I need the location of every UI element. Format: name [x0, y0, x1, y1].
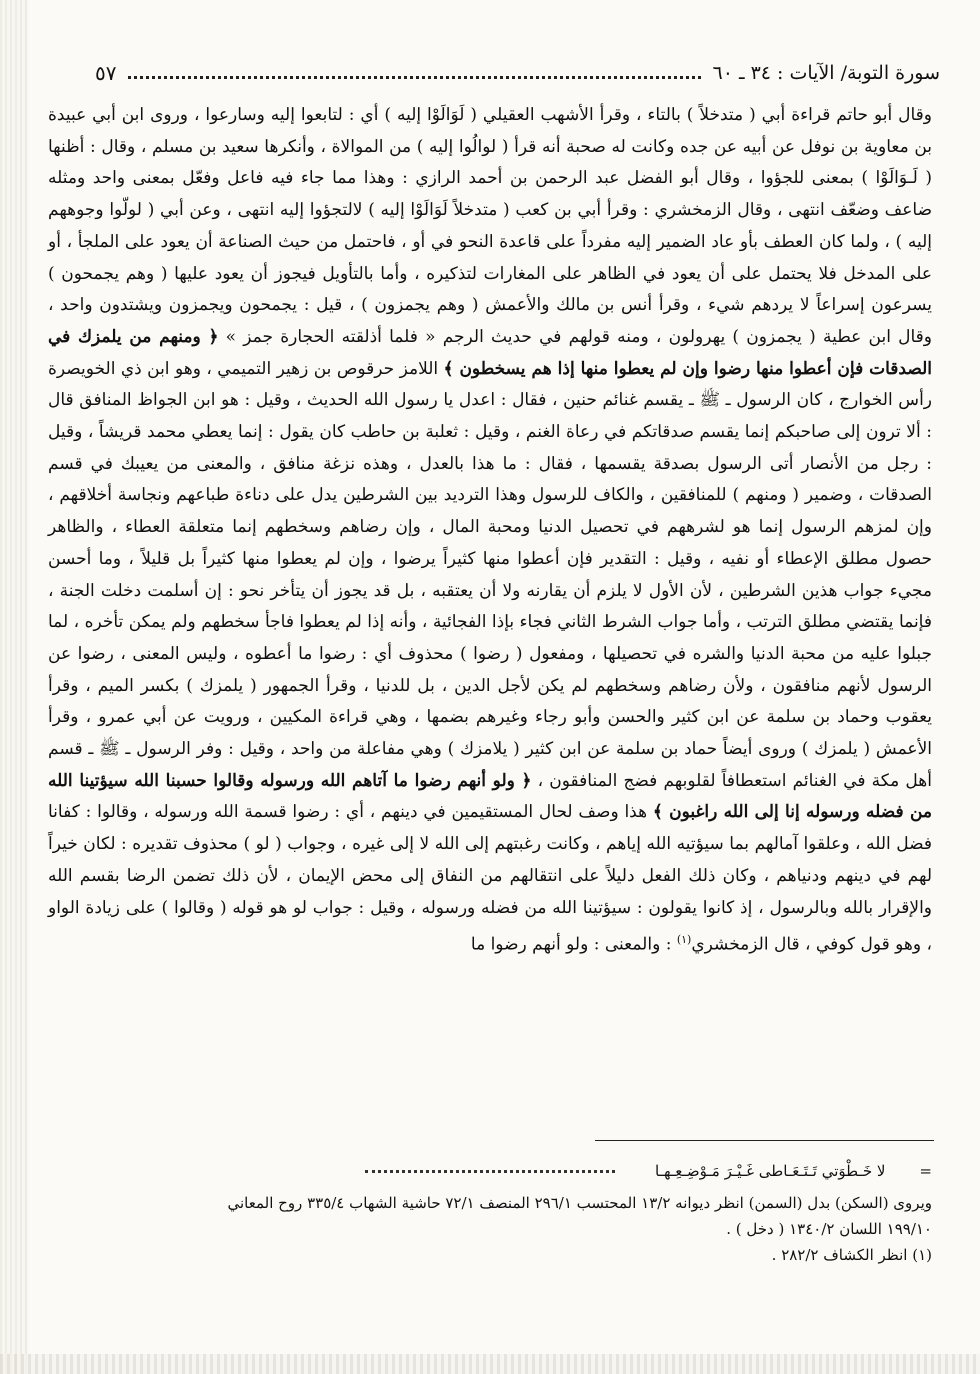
- page-edge-left: [0, 0, 28, 1374]
- footnotes: [48, 1158, 932, 1268]
- paragraph-4: : والمعنى : ولو أنهم رضوا ما: [470, 934, 677, 955]
- footnote-line-3: (١) انظر الكشاف ٢٨٢/٢ .: [771, 1246, 932, 1264]
- footnote-verse-line: [48, 1158, 932, 1184]
- page-number: ٥٧: [95, 61, 117, 85]
- paragraph-3: هذا وصف لحال المستقيمين في دينهم ، أي : رضوا قسمة الله ورسوله ، وقالوا : كفانا فضل الله ، وعلقوا آمالهم بما سيؤتيه الله إياهم ، وكانت رغبتهم إلى الله لا إلى غيره ، وجواب ( لو ) محذوف تقديره : لكان خيراً لهم في دينهم ودنياهم ، وكان ذلك الفعل دليلاً على انتقالهم من النفاق إلى محض الإيمان ، لأن ذلك تضمن الرضا بقسم الله والإقرار بالله وبالرسول ، إذ كانوا يقولون : سيؤتينا الله من فضله ورسوله ، وقيل : جواب لو هو قوله ( وقالوا ) على زيادة الواو ، وهو قول كوفي ، قال الزمخشري: [48, 802, 932, 955]
- paragraph-1: وقال أبو حاتم قراءة أبي ( متدخلاً ) بالتاء ، وقرأ الأشهب العقيلي ( لَوَالَوْا إليه ) أي : لتابعوا إليه وسارعوا ، وروى ابن أبي عبيدة بن معاوية بن نوفل عن أبيه عن جده وكانت له صحبة أنه قرأ ( لوالُوا إليه ) من الموالاة ، وأنكرها سعيد بن مسلم ، وقال : أظنها ( لَـوَالَوْا ) بمعنى للجؤوا ، وقال أبو الفضل عبد الرحمن بن أحمد الرازي : وهذا مما جاء فيه فاعل وفعّل بمعنى واحد ومثله ضاعف وضعّف انتهى ، وقال الزمخشري : وقرأ أبي بن كعب ( متدخلاً لَوَالَوْا إليه ) لالتجؤوا إليه انتهى ، وعن أبي ( لولّوا وجوههم إليه ) ، ولما كان العطف بأو عاد الضمير إليه مفرداً على قاعدة النحو في أو ، فاحتمل من حيث الصناعة أن يعود على الملجأ ، أو على المدخل فلا يحتمل على أن يعود في الظاهر على المغارات لتذكيره ، وأما بالتأويل فيجوز أن يعود عليها ( وهم يجمحون ) يسرعون إسراعاً لا يردهم شيء ، وقرأ أنس بن مالك والأعمش ( وهم يجمزون ) ، قيل : يجمحون ويجمزون ويشتدون واحد ، وقال ابن عطية ( يجمزون ) يهرولون ، ومنه قولهم في حديث الرجم « فلما أذلقته الحجارة جمز »: [48, 105, 933, 347]
- header-title: سورة التوبة/ الآيات : ٣٤ ـ ٦٠: [712, 62, 940, 84]
- footnote-poetry-half: لا خَـطْوَتي تَـتَـعَـاطى غَـيْـرَ مَـوْضِـعِـهـا: [655, 1162, 886, 1180]
- page-edge-bottom: [0, 1354, 980, 1374]
- poetry-dot-leader: [365, 1170, 615, 1173]
- continuation-marker: =: [919, 1162, 932, 1180]
- footnote-line-2: ١٩٩/١٠ اللسان ١٣٤٠/٢ ( دخل ) .: [726, 1220, 932, 1238]
- header-dot-leader: [128, 76, 700, 79]
- footnote-line-1: ويروى (السكن) بدل (السمن) انظر ديوانه ١٣/٢ المحتسب ٢٩٦/١ المنصف ٧٢/١ حاشية الشهاب ٣٣٥/٤ روح المعاني: [227, 1194, 932, 1212]
- paragraph-2: اللامز حرقوص بن زهير التميمي ، وهو ابن ذي الخويصرة رأس الخوارج ، كان الرسول ـ ﷺ ـ يقسم غنائم حنين ، فقال : اعدل يا رسول الله الحديث ، وقيل : هو ابن الجواظ المنافق قال : ألا ترون إلى صاحبكم إنما يقسم صدقاتكم في رعاة الغنم ، وقيل : ثعلبة بن حاطب كان يقول : إنما يعطي محمد قريشاً ، وقيل : رجل من الأنصار أتى الرسول بصدقة يقسمها ، فقال : ما هذا بالعدل ، وهذه نزغة منافق ، والمعنى من يعيبك في قسم الصدقات ، وضمير ( ومنهم ) للمنافقين ، والكاف للرسول وهذا الترديد بين الشرطين يدل على دناءة طباعهم ونجاسة أخلاقهم ، وإن لمزهم الرسول إنما هو لشرههم في تحصيل الدنيا ومحبة المال ، وإن رضاهم وسخطهم إنما متعلقة العطاء ، والظاهر حصول مطلق الإعطاء أو نفيه ، وقيل : التقدير فإن أعطوا منها كثيراً يرضوا ، وإن لم يعطوا منها كثيراً بل قليلاً ، وما أحسن مجيء جواب هذين الشرطين ، لأن الأول لا يلزم أن يقارنه ولا أن يعتقبه ، بل قد يجوز أن يتأخر نحو : إن أسلمت دخلت الجنة ، فإنما يقتضي مطلق الترتب ، وأما جواب الشرط الثاني فجاء بإذا الفجائية ، وأنه إذا لم يعطوا فاجأ سخطهم ولم يمكن تأخره ، لما جبلوا عليه من محبة الدنيا والشره في تحصيلها ، ومفعول ( رضوا ) محذوف أي : رضوا ما أعطوه ، وليس المعنى ، رضوا عن الرسول لأنهم منافقون ، ولأن رضاهم وسخطهم لم يكن لأجل الدين ، بل للدنيا ، وقرأ الجمهور ( يلمزك ) بكسر الميم ، وقرأ يعقوب وحماد بن سلمة عن ابن كثير والحسن وأبو رجاء وغيرهم بضمها ، وهي قراءة المكيين ، ورويت عن أبي عمرو ، وقرأ الأعمش ( يلمزك ) وروى أيضاً حماد بن سلمة عن ابن كثير ( يلامزك ) وهي مفاعلة من واحد ، وقيل : وفر الرسول ـ ﷺ ـ قسم أهل مكة في الغنائم استعطافاً لقلوبهم فضج المنافقون ،: [48, 358, 932, 791]
- quran-verse-2: ﴿ ولو أنهم رضوا ما آتاهم الله ورسوله وقالوا حسبنا الله سيؤتينا الله من فضله ورسوله إنا إلى الله راغبون ﴾: [48, 770, 932, 823]
- running-header: [95, 58, 940, 88]
- quran-verse-1: ﴿ ومنهم من يلمزك في الصدقات فإن أعطوا منها رضوا وإن لم يعطوا منها إذا هم يسخطون ﴾: [48, 326, 933, 379]
- footnote-separator: [595, 1140, 934, 1141]
- main-body-text: [48, 100, 932, 962]
- footnote-reference: (١): [676, 933, 692, 947]
